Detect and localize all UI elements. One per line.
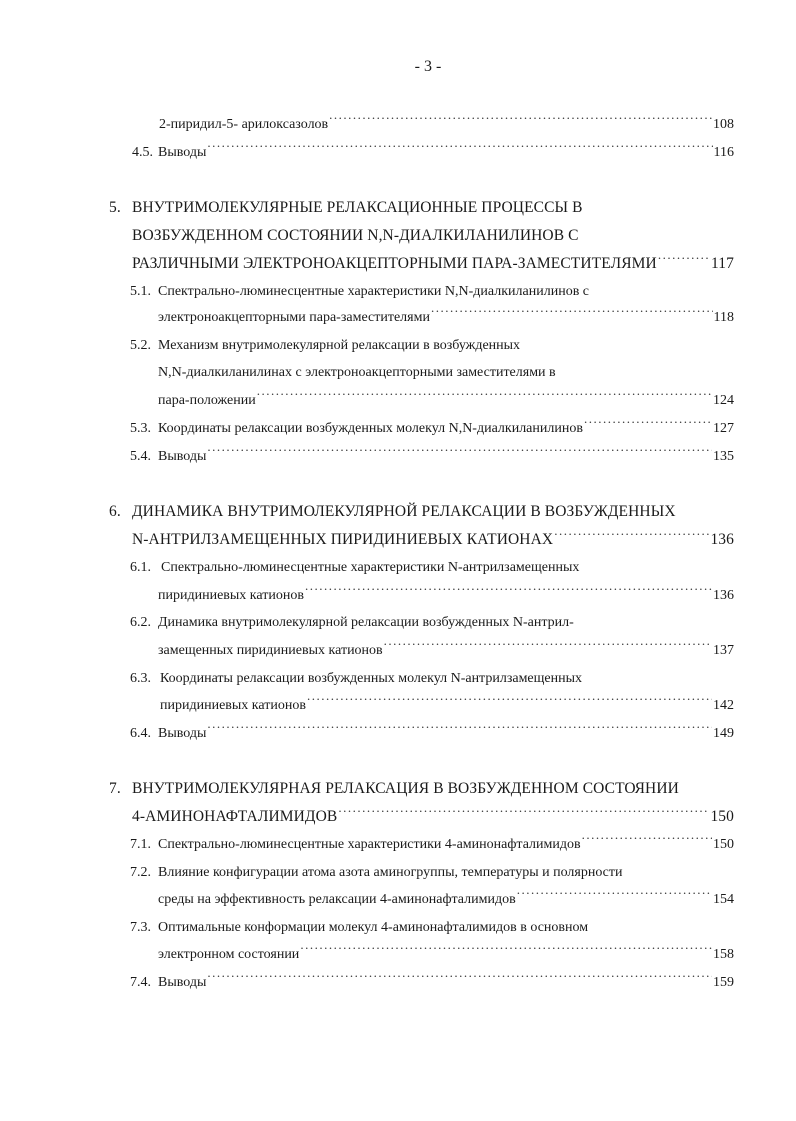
dot-leader [257, 390, 712, 404]
dot-leader [338, 807, 709, 821]
toc-entry-title: электроноакцепторными пара-заместителями [158, 310, 430, 325]
toc-chapter-title: ВНУТРИМОЛЕКУЛЯРНАЯ РЕЛАКСАЦИЯ В ВОЗБУЖДЕННОМ СОСТОЯНИИ [132, 780, 679, 797]
toc-entry-title: 2-пиридил-5- арилоксазолов [159, 117, 329, 132]
toc-entry[interactable] [158, 585, 734, 607]
toc-entry-number: 5.4. [130, 449, 151, 464]
toc-entry[interactable] [130, 281, 734, 303]
toc-entry-title: Выводы [158, 975, 207, 990]
dot-leader [582, 834, 712, 848]
toc-entry-title: Выводы [158, 726, 207, 741]
dot-leader [554, 530, 709, 544]
toc-entry[interactable] [130, 612, 734, 634]
toc-chapter-title: РАЗЛИЧНЫМИ ЭЛЕКТРОНОАКЦЕПТОРНЫМИ ПАРА-ЗАМЕСТИТЕЛЯМИ [132, 255, 657, 272]
toc-chapter-title: 4-АМИНОНАФТАЛИМИДОВ [132, 808, 338, 825]
toc-entry-number: 6.3. [130, 671, 151, 686]
toc-chapter-title: N-АНТРИЛЗАМЕЩЕННЫХ ПИРИДИНИЕВЫХ КАТИОНАХ [132, 531, 554, 548]
toc-entry-page: 116 [713, 145, 734, 160]
dot-leader [384, 640, 712, 654]
dot-leader [517, 889, 712, 903]
dot-leader [307, 695, 712, 709]
dot-leader [207, 972, 712, 986]
toc-entry[interactable] [130, 862, 734, 884]
toc-entry-number: 7.1. [130, 837, 151, 852]
toc-entry-title: Выводы [158, 145, 207, 160]
toc-entry-title: Динамика внутримолекулярной релаксации возбужденных N-антрил- [158, 615, 574, 630]
toc-chapter[interactable] [109, 778, 734, 800]
toc-entry-page: 159 [713, 975, 734, 990]
toc-entry-page: 124 [713, 393, 734, 408]
toc-entry[interactable] [160, 695, 734, 717]
toc-entry-number: 7.4. [130, 975, 151, 990]
toc-entry[interactable] [130, 917, 734, 939]
dot-leader [207, 723, 712, 737]
toc-chapter-title: ДИНАМИКА ВНУТРИМОЛЕКУЛЯРНОЙ РЕЛАКСАЦИИ В ВОЗБУЖДЕННЫХ [132, 503, 676, 520]
toc-entry-page: 142 [713, 698, 734, 713]
toc-entry[interactable] [130, 972, 734, 994]
toc-entry-page: 150 [710, 808, 734, 825]
toc-entry-number: 5.2. [130, 338, 151, 353]
toc-entry[interactable] [158, 889, 734, 911]
dot-leader [305, 585, 712, 599]
toc-entry[interactable] [130, 834, 734, 856]
toc-entry-number: 6.4. [130, 726, 151, 741]
toc-entry[interactable] [130, 668, 734, 690]
toc-entry[interactable] [132, 142, 734, 164]
toc-entry-title: пара-положении [158, 393, 256, 408]
toc-entry[interactable] [158, 307, 734, 329]
toc-entry-title: Спектрально-люминесцентные характеристики N-антрилзамещенных [161, 560, 580, 575]
toc-entry-page: 127 [713, 421, 734, 436]
toc-entry-page: 158 [713, 947, 734, 962]
toc-entry-number: 5.1. [130, 284, 151, 299]
toc-entry-page: 154 [713, 892, 734, 907]
toc-entry-number: 4.5. [132, 145, 153, 160]
toc-entry-page: 135 [713, 449, 734, 464]
toc-entry-number: 7.2. [130, 865, 151, 880]
toc-entry-continued [158, 362, 734, 384]
toc-entry-number: 7.3. [130, 920, 151, 935]
toc-entry-page: 136 [710, 531, 734, 548]
dot-leader [658, 254, 710, 268]
toc-entry-title: электронном состоянии [158, 947, 300, 962]
dot-leader [207, 142, 712, 156]
toc-entry[interactable] [130, 557, 734, 579]
toc-entry[interactable] [158, 640, 734, 662]
page-number: - 3 - [414, 58, 442, 75]
toc-entry-number: 6.1. [130, 560, 151, 575]
toc-entry-title: Спектрально-люминесцентные характеристики 4-аминонафталимидов [158, 837, 581, 852]
toc-entry-page: 108 [713, 117, 734, 132]
toc-chapter-continued[interactable] [132, 253, 734, 275]
toc-entry-title: N,N-диалкиланилинах с электроноакцепторными заместителями в [158, 365, 556, 380]
dot-leader [300, 944, 712, 958]
toc-entry[interactable] [130, 335, 734, 357]
dot-leader [431, 307, 713, 321]
toc-entry-title: Оптимальные конформации молекул 4-аминонафталимидов в основном [158, 920, 589, 935]
toc-entry-page: 136 [713, 588, 734, 603]
toc-entry-title: замещенных пиридиниевых катионов [158, 643, 383, 658]
toc-chapter-title: ВНУТРИМОЛЕКУЛЯРНЫЕ РЕЛАКСАЦИОННЫЕ ПРОЦЕССЫ В [132, 199, 583, 216]
dot-leader [584, 418, 712, 432]
toc-chapter-continued[interactable] [132, 529, 734, 551]
toc-entry-title: Координаты релаксации возбужденных молекул N,N-диалкиланилинов [158, 421, 583, 436]
toc-entry[interactable] [130, 418, 734, 440]
toc-entry-page: 117 [711, 255, 734, 272]
toc-chapter-continued [132, 225, 734, 247]
toc-entry[interactable] [130, 723, 734, 745]
toc-chapter-number: 6. [109, 503, 121, 520]
toc-entry-title: Влияние конфигурации атома азота аминогруппы, температуры и полярности [158, 865, 623, 880]
toc-entry-title: Механизм внутримолекулярной релаксации в возбужденных [158, 338, 521, 353]
toc-chapter-continued[interactable] [132, 806, 734, 828]
toc-chapter-number: 7. [109, 780, 121, 797]
toc-entry-page: 137 [713, 643, 734, 658]
toc-chapter[interactable] [109, 501, 734, 523]
toc-entry-title: пиридиниевых катионов [158, 588, 304, 603]
toc-entry[interactable] [158, 944, 734, 966]
toc-entry[interactable] [158, 390, 734, 412]
toc-entry-title: Спектрально-люминесцентные характеристики N,N-диалкиланилинов с [158, 284, 590, 299]
toc-chapter[interactable] [109, 197, 734, 219]
toc-entry-page: 150 [713, 837, 734, 852]
toc-entry-title: среды на эффективность релаксации 4-аминонафталимидов [158, 892, 516, 907]
dot-leader [207, 446, 712, 460]
dot-leader [329, 114, 712, 128]
toc-entry-page: 118 [713, 310, 734, 325]
toc-entry-page: 149 [713, 726, 734, 741]
toc-entry-number: 5.3. [130, 421, 151, 436]
toc-chapter-title: ВОЗБУЖДЕННОМ СОСТОЯНИИ N,N-ДИАЛКИЛАНИЛИНОВ С [132, 227, 579, 244]
toc-entry-title: Выводы [158, 449, 207, 464]
toc-entry[interactable] [159, 114, 734, 136]
toc-entry[interactable] [130, 446, 734, 468]
toc-entry-title: Координаты релаксации возбужденных молекул N-антрилзамещенных [160, 671, 583, 686]
toc-chapter-number: 5. [109, 199, 121, 216]
toc-entry-number: 6.2. [130, 615, 151, 630]
toc-entry-title: пиридиниевых катионов [160, 698, 306, 713]
